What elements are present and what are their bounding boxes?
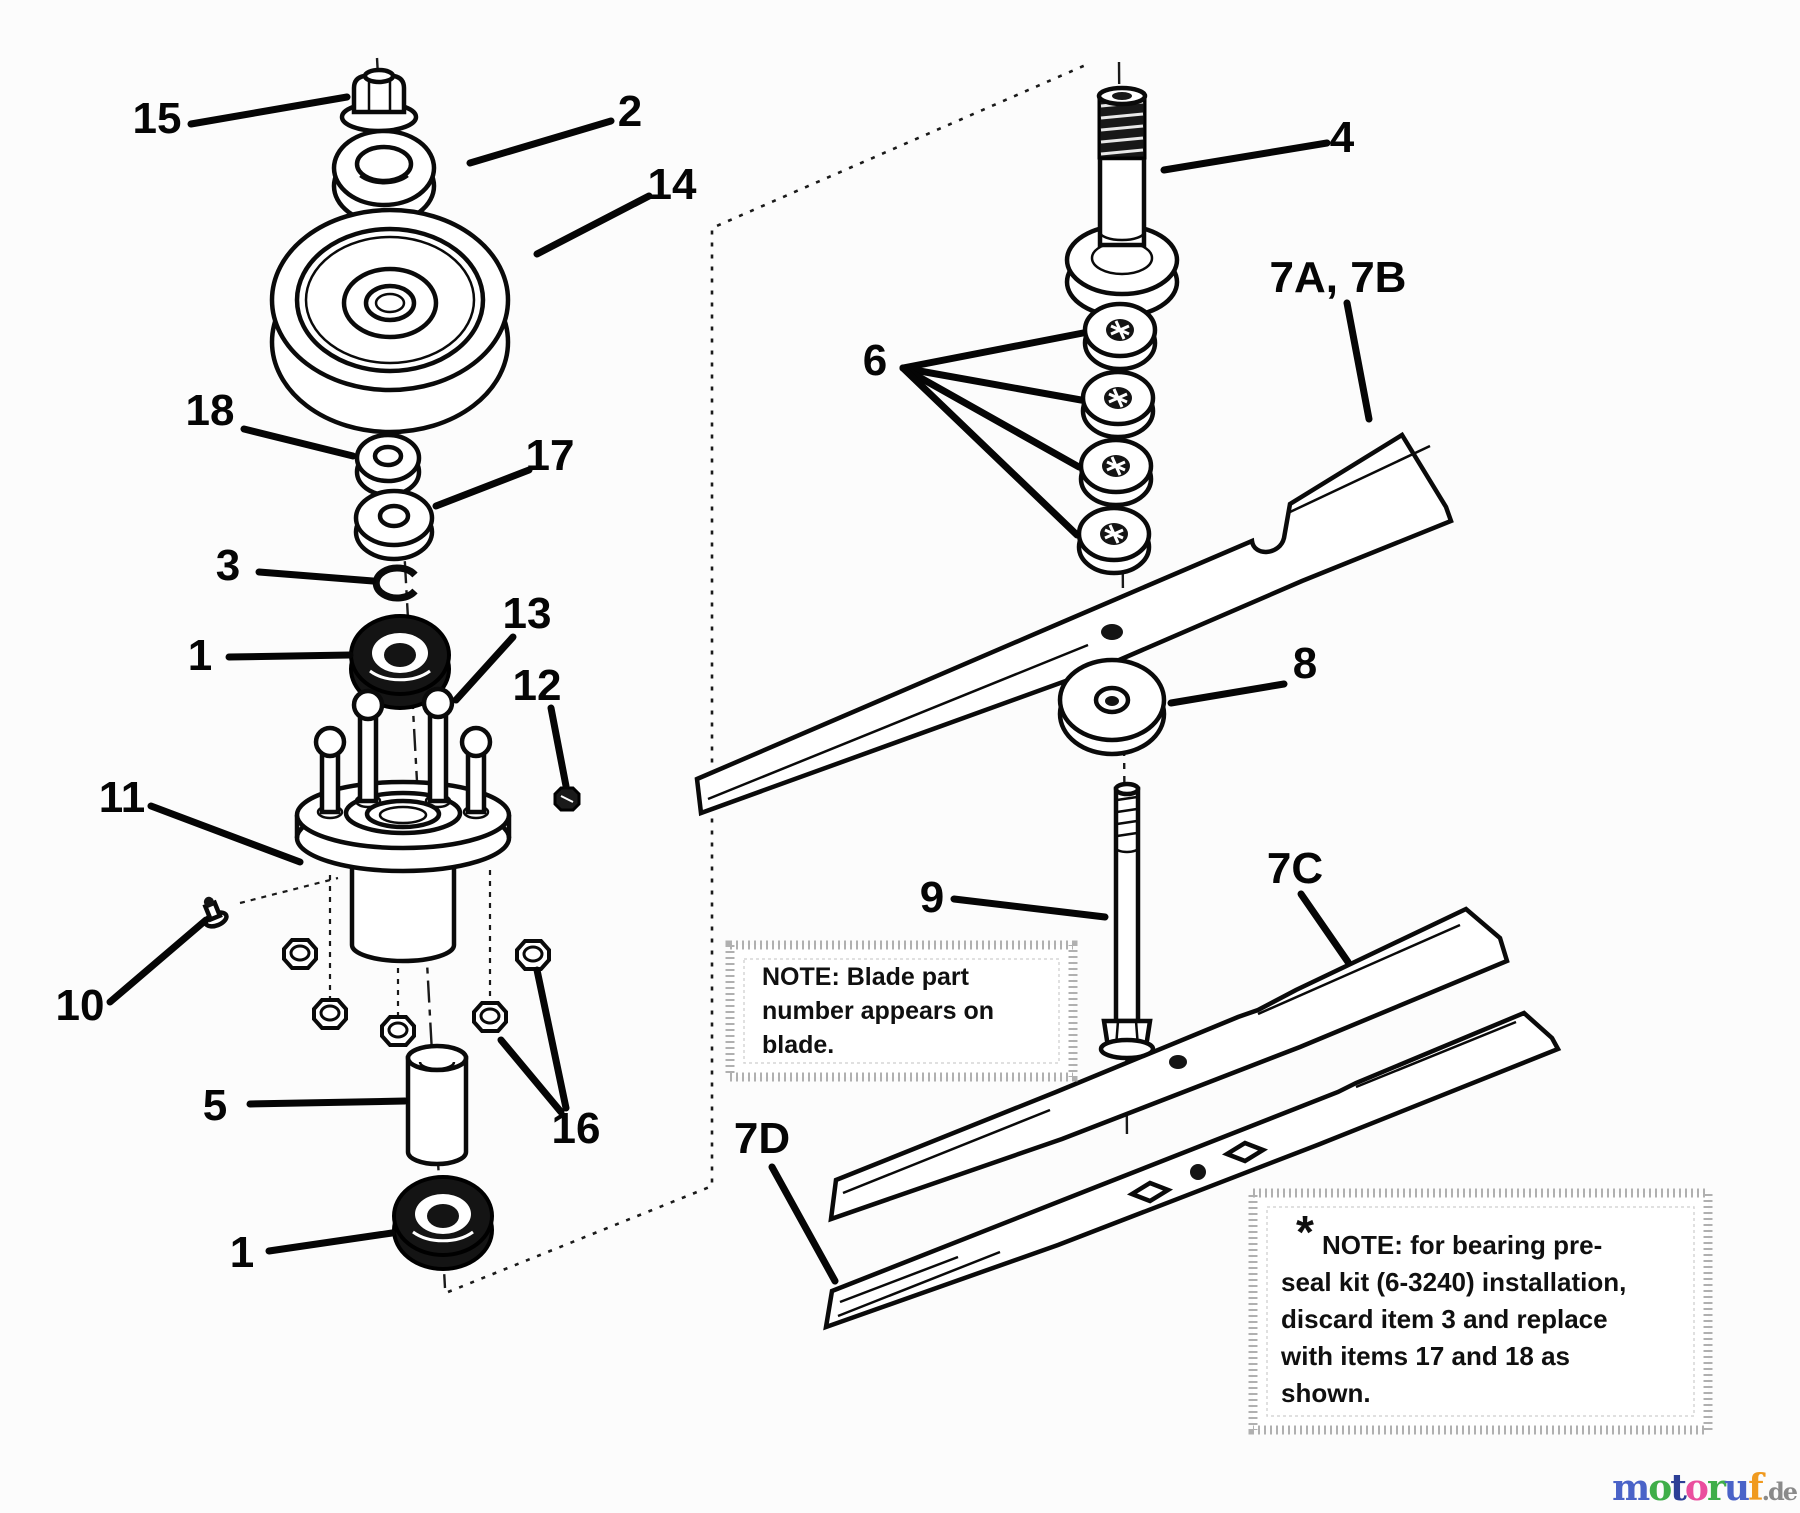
label-item-18: 18 bbox=[185, 386, 235, 435]
spacer-washers-6 bbox=[1079, 304, 1155, 573]
label-item-8: 8 bbox=[1292, 639, 1318, 688]
note-bearing-line-3: discard item 3 and replace bbox=[1281, 1304, 1608, 1334]
note-bearing-line-1: NOTE: for bearing pre- bbox=[1322, 1230, 1603, 1260]
note-bearing-line-5: shown. bbox=[1281, 1378, 1371, 1408]
note-bearing-line-2: seal kit (6-3240) installation, bbox=[1281, 1267, 1627, 1297]
note-bearing-asterisk: * bbox=[1296, 1206, 1314, 1258]
label-item-10: 10 bbox=[55, 981, 105, 1030]
stud-nut-12 bbox=[555, 788, 579, 810]
label-item-7c: 7C bbox=[1266, 844, 1324, 893]
label-item-4: 4 bbox=[1329, 113, 1355, 162]
label-item-7d: 7D bbox=[733, 1114, 791, 1163]
pulley-14 bbox=[272, 210, 508, 432]
grease-fitting-10 bbox=[197, 878, 338, 929]
logo-text: motoruf.de bbox=[1612, 1467, 1796, 1509]
label-item-17: 17 bbox=[525, 431, 575, 480]
label-item-5: 5 bbox=[202, 1081, 228, 1130]
blade-bolt-9 bbox=[1101, 784, 1153, 1058]
label-item-3: 3 bbox=[215, 541, 241, 590]
snap-ring-3 bbox=[376, 568, 415, 598]
note-box-blade bbox=[730, 945, 1073, 1077]
spacer-tube-5 bbox=[408, 1046, 466, 1164]
washer-18 bbox=[357, 435, 419, 495]
flange-nut-15 bbox=[342, 70, 416, 131]
label-item-9: 9 bbox=[919, 873, 945, 922]
label-item-1-lower: 1 bbox=[229, 1228, 255, 1277]
note-blade-line-2: number appears on bbox=[762, 997, 994, 1025]
label-item-6: 6 bbox=[862, 336, 888, 385]
bearing-1-lower bbox=[394, 1177, 492, 1269]
blade-washer-8 bbox=[1060, 660, 1164, 754]
blade-7a-7b bbox=[697, 435, 1451, 813]
spindle-shaft-4 bbox=[1067, 88, 1177, 316]
label-item-14: 14 bbox=[647, 160, 697, 209]
label-item-11: 11 bbox=[98, 773, 146, 822]
hub-11 bbox=[297, 782, 509, 1017]
washer-17 bbox=[356, 491, 432, 559]
label-item-15: 15 bbox=[132, 94, 182, 143]
note-blade-line-1: NOTE: Blade part bbox=[762, 963, 969, 991]
label-item-7a-7b: 7A, 7B bbox=[1269, 253, 1407, 302]
note-box-bearing bbox=[1253, 1193, 1708, 1430]
label-item-12: 12 bbox=[512, 661, 562, 710]
label-item-1-upper: 1 bbox=[187, 631, 213, 680]
label-item-2: 2 bbox=[617, 87, 643, 136]
label-item-13: 13 bbox=[502, 589, 552, 638]
label-item-16: 16 bbox=[551, 1104, 601, 1153]
note-blade-line-3: blade. bbox=[762, 1031, 835, 1059]
note-bearing-line-4: with items 17 and 18 as bbox=[1281, 1341, 1571, 1371]
